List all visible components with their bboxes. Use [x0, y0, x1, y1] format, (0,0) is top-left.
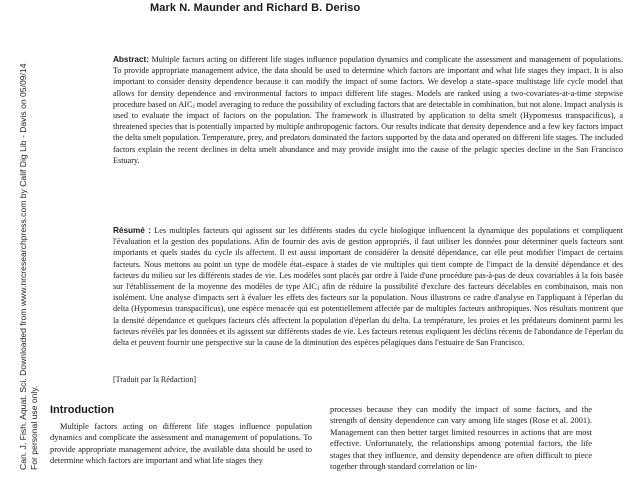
intro-column-right: processes because they can modify the impact of some factors, and the strength of density dependence can vary among life stages (Rose et al. 2001). Management can then better target limited resources in actions that are most effective. Unfortunately, the relationships among potential factors, the life stages that they influence, and density dependence are often difficult to piece together through standard correlation or lin-: [330, 405, 592, 472]
download-notice-line1: Can. J. Fish. Aquat. Sci. Downloaded from www.nrcresearchpress.com by Calif Dig Lib - Davis on 05/09/14: [18, 63, 28, 470]
section-heading: Introduction: [50, 404, 115, 416]
download-notice-line2: For personal use only.: [29, 385, 39, 470]
abstract: [113, 54, 623, 166]
resume: [113, 225, 623, 348]
abstract-label: Abstract:: [113, 55, 149, 64]
download-notice: [2, 0, 39, 480]
authors: Mark N. Maunder and Richard B. Deriso: [150, 2, 361, 14]
translation-credit: [Traduit par la Rédaction]: [113, 375, 197, 384]
intro-column-left: Multiple factors acting on different life stages influence population dynamics and complicate the assessment and management of populations. To provide appropriate management advice, the available data should be used to determine which factors are important and what life stages they: [50, 422, 312, 466]
abstract-text: Multiple factors acting on different life stages influence population dynamics and complicate the assessment and management of populations. To provide appropriate management advice, the data should be used to determine which factors are important and what life stages they impact. It is also important to consider density dependence because it can modify the impact of some factors. We develop a state–space multistage life cycle model that allows for density dependence and environmental factors to impact different life stages. Models are ranked using a two-covariates-at-a-time stepwise procedure based on AICⱼ model averaging to reduce the possibility of excluding factors that are detectable in combination, but not alone. Impact analysis is used to evaluate the impact of factors on the population. The framework is illustrated by application to delta smelt (Hypomesus transpacificus), a threatened species that is potentially impacted by multiple anthropogenic factors. Our results indicate that density dependence and a few key factors impact the delta smelt population. Temperature, prey, and predators dominated the factors supported by the data and operated on different life stages. The included factors explain the recent declines in delta smelt abundance and may provide insight into the cause of the pelagic species decline in the San Francisco Estuary.: [113, 55, 623, 165]
resume-label: Résumé :: [113, 226, 152, 235]
resume-text: Les multiples facteurs qui agissent sur les différents stades du cycle biologique influencent la dynamique des populations et compliquent l'évaluation et la gestion des populations. Afin de fournir des avis de gestion appropriés, il faut utiliser les données pour déterminer quels facteurs sont importants et quels stades du cycle ils affectent. Il est aussi important de considérer la densité dépendance, car elle peut modifier l'impact de certains facteurs. Nous mettons au point un type de modèle état–espace à stades de vie multiples qui tient compte de l'impact de la densité dépendance et des facteurs du milieu sur les différents stades de vie. Les modèles sont placés par ordre à l'aide d'une procédure pas-à-pas de deux covariables à la fois basée sur l'établissement de la moyenne des modèles de type AICⱼ afin de réduire la possibilité d'exclure des facteurs décelables en combinaison, mais non isolément. Une analyse d'impacts sert à évaluer les effets des facteurs sur la population. Nous illustrons ce cadre d'analyse en l'appliquant à l'éperlan du delta (Hypomesus transpacificus), une espèce menacée qui est potentiellement affectée par de multiples facteurs anthropiques. Nos résultats montrent que la densité dépendance et quelques facteurs clés affectent la population d'éperlan du delta. La température, les proies et les prédateurs dominent parmi les facteurs révélés par les données et ils agissent sur différents stades de vie. Les facteurs retenus expliquent les déclins récents de l'abondance de l'éperlan du delta et peuvent fournir une perspective sur la cause de la diminution des espèces pélagiques dans l'estuaire de San Francisco.: [113, 226, 624, 348]
